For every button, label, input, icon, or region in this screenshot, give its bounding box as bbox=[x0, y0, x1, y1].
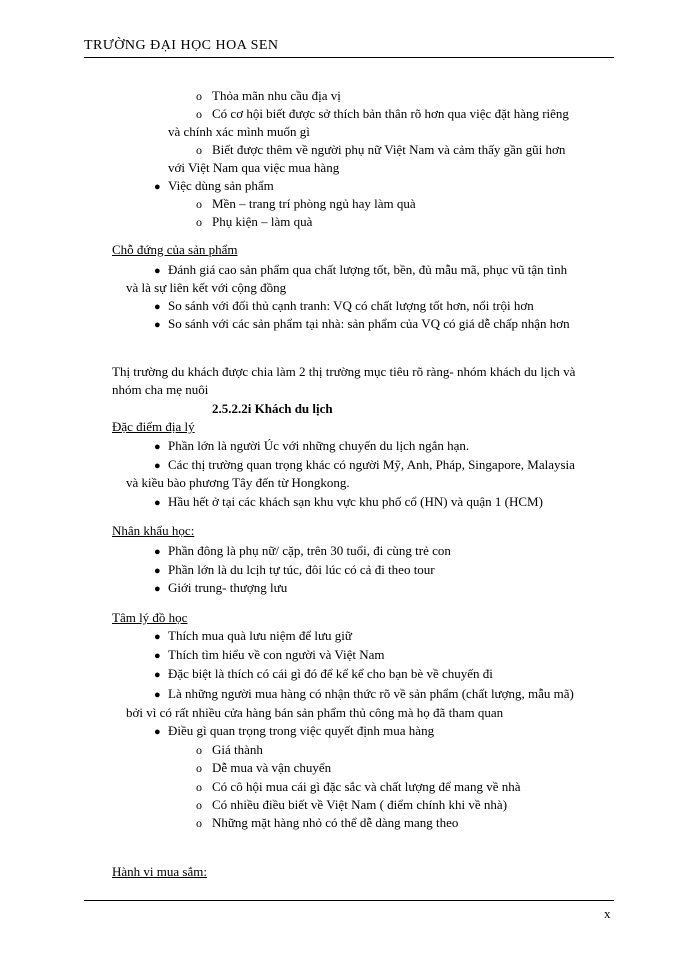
list-item: ● Đặc biệt là thích có cái gì đó để kể kể cho bạn bè về chuyến đi bbox=[154, 666, 493, 681]
circle-bullet-icon: o bbox=[196, 798, 202, 812]
section-heading: Hành vi mua sắm: bbox=[112, 864, 207, 879]
list-item: o Dễ mua và vận chuyển bbox=[196, 760, 332, 775]
list-item: ● Đánh giá cao sản phẩm qua chất lượng tốt, bền, đủ mẫu mã, phục vũ tận tình bbox=[154, 262, 568, 277]
paragraph-line: nhóm cha mẹ nuôi bbox=[112, 382, 209, 397]
bullet-icon: ● bbox=[154, 631, 161, 643]
text-line: và chính xác mình muốn gì bbox=[168, 124, 310, 139]
bullet-icon: ● bbox=[154, 689, 161, 701]
section-heading: Chỗ đứng của sản phẩm bbox=[112, 242, 238, 257]
bullet-icon: ● bbox=[154, 265, 161, 277]
text-line: và là sự liên kết với cộng đồng bbox=[126, 280, 287, 295]
list-item: ● Thích tìm hiểu về con người và Việt Nam bbox=[154, 647, 385, 662]
circle-bullet-icon: o bbox=[196, 197, 202, 211]
list-item: o Có cơ hội biết được sở thích bản thân rõ hơn qua việc đặt hàng riêng bbox=[196, 106, 569, 121]
text-line: và kiều bào phương Tây đến từ Hongkong. bbox=[126, 475, 350, 490]
list-item: o Thỏa mãn nhu cầu địa vị bbox=[196, 88, 341, 103]
list-item: ● Việc dùng sản phẩm bbox=[154, 178, 274, 193]
bullet-icon: ● bbox=[154, 460, 161, 472]
circle-bullet-icon: o bbox=[196, 107, 202, 121]
text-line: với Việt Nam qua việc mua hàng bbox=[168, 160, 340, 175]
circle-bullet-icon: o bbox=[196, 89, 202, 103]
footer-rule bbox=[84, 900, 614, 901]
bullet-icon: ● bbox=[154, 726, 161, 738]
bullet-icon: ● bbox=[154, 546, 161, 558]
section-heading: Đặc điểm địa lý bbox=[112, 419, 195, 434]
circle-bullet-icon: o bbox=[196, 780, 202, 794]
circle-bullet-icon: o bbox=[196, 761, 202, 775]
bullet-icon: ● bbox=[154, 565, 161, 577]
list-item: ● Điều gì quan trọng trong việc quyết định mua hàng bbox=[154, 723, 435, 738]
list-item: ● Thích mua quà lưu niệm để lưu giữ bbox=[154, 628, 352, 643]
bullet-icon: ● bbox=[154, 497, 161, 509]
list-item: ● Phần đông là phụ nữ/ cặp, trên 30 tuổi, đi cùng trẻ con bbox=[154, 543, 451, 558]
bullet-icon: ● bbox=[154, 181, 161, 193]
bullet-icon: ● bbox=[154, 301, 161, 313]
paragraph-line: Thị trường du khách được chia làm 2 thị trường mục tiêu rõ ràng- nhóm khách du lịch và bbox=[112, 364, 576, 379]
circle-bullet-icon: o bbox=[196, 816, 202, 830]
section-heading: Nhân khẩu học: bbox=[112, 523, 195, 538]
list-item: ● Hầu hết ở tại các khách sạn khu vực khu phố cổ (HN) và quận 1 (HCM) bbox=[154, 494, 543, 509]
circle-bullet-icon: o bbox=[196, 215, 202, 229]
list-item: ● Phần lớn là du lcịh tự túc, đôi lúc có cả đi theo tour bbox=[154, 562, 435, 577]
list-item: o Có nhiều điều biết về Việt Nam ( điểm chính khi về nhà) bbox=[196, 797, 508, 812]
circle-bullet-icon: o bbox=[196, 743, 202, 757]
section-heading: Tâm lý đồ học bbox=[112, 610, 188, 625]
list-item: o Có cô hội mua cái gì đặc sắc và chất lượng để mang về nhà bbox=[196, 779, 521, 794]
bullet-icon: ● bbox=[154, 441, 161, 453]
bullet-icon: ● bbox=[154, 319, 161, 331]
list-item: o Mền – trang trí phòng ngủ hay làm quà bbox=[196, 196, 416, 211]
text-line: bởi vì có rất nhiều cửa hàng bán sản phẩm thủ công mà họ đã tham quan bbox=[126, 705, 504, 720]
list-item: ● Giới trung- thượng lưu bbox=[154, 580, 288, 595]
circle-bullet-icon: o bbox=[196, 143, 202, 157]
page-number: x bbox=[604, 906, 611, 921]
page-header: TRƯỜNG ĐẠI HỌC HOA SEN bbox=[84, 38, 279, 53]
header-rule bbox=[84, 57, 614, 58]
section-title: 2.5.2.2i Khách du lịch bbox=[212, 401, 333, 416]
list-item: o Phụ kiện – làm quà bbox=[196, 214, 313, 229]
list-item: ● So sánh với các sản phẩm tại nhà: sản phẩm của VQ có giá dễ chấp nhận hơn bbox=[154, 316, 570, 331]
list-item: o Biết được thêm về người phụ nữ Việt Nam và cảm thấy gần gũi hơn bbox=[196, 142, 566, 157]
list-item: ● Là những người mua hàng có nhận thức rõ về sản phẩm (chất lượng, mẫu mã) bbox=[154, 686, 574, 701]
list-item: o Những mặt hàng nhỏ có thể dễ dàng mang theo bbox=[196, 815, 459, 830]
list-item: ● Phần lớn là người Úc với những chuyến du lịch ngắn hạn. bbox=[154, 438, 470, 453]
bullet-icon: ● bbox=[154, 650, 161, 662]
bullet-icon: ● bbox=[154, 669, 161, 681]
bullet-icon: ● bbox=[154, 583, 161, 595]
list-item: ● Các thị trường quan trọng khác có người Mỹ, Anh, Pháp, Singapore, Malaysia bbox=[154, 457, 575, 472]
list-item: ● So sánh với đối thủ cạnh tranh: VQ có chất lượng tốt hơn, nổi trội hơn bbox=[154, 298, 534, 313]
list-item: o Giá thành bbox=[196, 742, 263, 757]
